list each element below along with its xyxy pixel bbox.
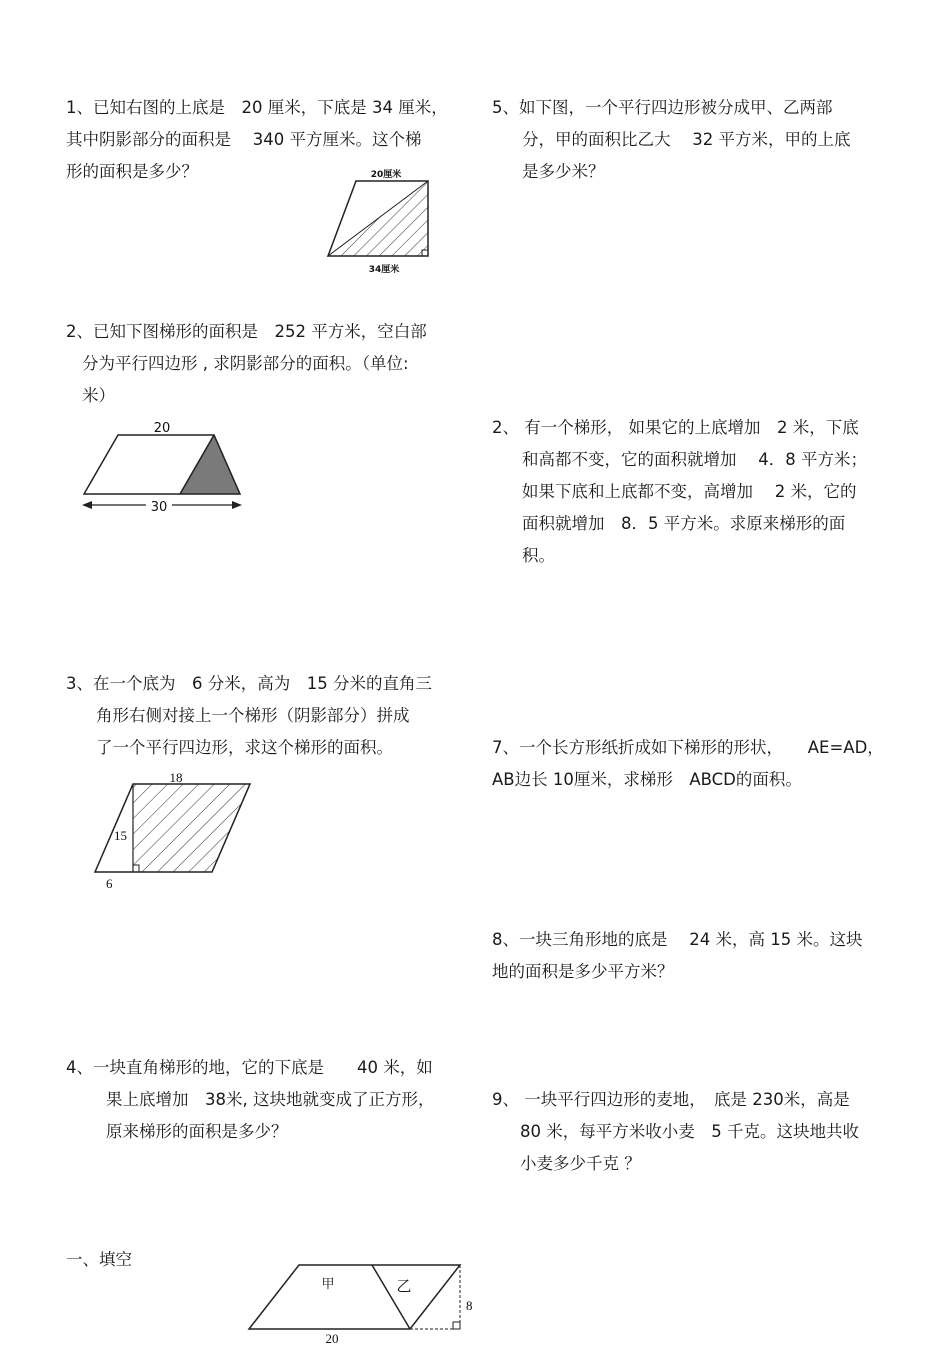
question-1-line-2: 其中阴影部分的面积是 340 平方厘米。这个梯 [66,130,422,149]
section-parallelogram-outline [249,1265,460,1329]
question-2-shaded-triangle [180,435,240,494]
question-2-line-2: 分为平行四边形 , 求阴影部分的面积。（单位: [82,354,409,373]
question-2b-line-4: 面积就增加 8．5 平方米。求原来梯形的面 [522,514,846,533]
question-4-line-1: 4、一块直角梯形的地，它的下底是 40 米，如 [66,1058,433,1077]
question-9-line-2: 80 米，每平方米收小麦 5 千克。这块地共收 [520,1122,859,1141]
question-4-line-2: 果上底增加 38米, 这块地就变成了正方形， [106,1090,435,1109]
question-3-line-1: 3、在一个底为 6 分米，高为 15 分米的直角三 [66,674,432,693]
question-1-line-1: 1、已知右图的上底是 20 厘米，下底是 34 厘米， [66,98,448,117]
section-title-text: 一、填空 [66,1250,132,1269]
question-3-shaded-trapezoid [133,784,250,872]
question-9-line-3: 小麦多少千克 ？ [520,1154,641,1173]
question-7-line-2: AB边长 10厘米，求梯形 ABCD的面积。 [492,770,802,789]
question-2-top-label: 20 [153,421,171,436]
question-3-base-label: 6 [106,876,113,891]
question-5-line-3: 是多少米？ [522,162,605,181]
section-right-region-label: 乙 [396,1277,412,1295]
question-7 [492,732,884,796]
question-3-line-3: 了一个平行四边形，求这个梯形的面积。 [96,738,393,757]
question-2-trapezoid-figure [78,414,248,516]
question-2-line-3: 米） [82,386,115,405]
question-2b-line-1: 2、 有一个梯形， 如果它的上底增加 2 米，下底 [492,418,859,437]
section-base-label: 20 [325,1331,339,1345]
question-1-shaded-triangle [328,181,428,256]
question-3-top-label: 18 [169,770,183,785]
section-right-angle-mark [453,1322,460,1329]
question-8 [492,924,862,988]
question-2b-line-2: 和高都不变，它的面积就增加 4．8 平方米； [522,450,867,469]
question-1-top-label: 20厘米 [370,170,402,180]
question-9 [492,1084,859,1180]
question-2-bottom-label: 30 [150,500,168,515]
question-4-line-3: 原来梯形的面积是多少？ [106,1122,288,1141]
question-8-line-1: 8、一块三角形地的底是 24 米，高 15 米。这块 [492,930,863,949]
question-5-line-1: 5、如下图，一个平行四边形被分成甲、乙两部 [492,98,833,117]
section-parallelogram-figure [244,1258,474,1345]
question-7-line-1: 7、一个长方形纸折成如下梯形的形状， AE=AD， [492,738,884,757]
question-3-height-label: 15 [114,828,127,843]
question-2-right-arrow-icon [232,501,242,509]
section-fill-in-title [66,1244,132,1276]
section-dividing-line [372,1265,410,1329]
question-9-line-1: 9、 一块平行四边形的麦地， 底是 230米，高是 [492,1090,850,1109]
question-4 [66,1052,435,1148]
question-3 [66,668,432,764]
question-1-line-3: 形的面积是多少？ [66,162,198,181]
section-left-region-label: 甲 [321,1277,335,1292]
question-2b-line-3: 如果下底和上底都不变，高增加 2 米，它的 [522,482,857,501]
question-8-line-2: 地的面积是多少平方米？ [492,962,674,981]
section-height-label: 8 [466,1298,473,1313]
question-2 [66,316,427,412]
question-3-parallelogram-figure [90,768,260,894]
question-5 [492,92,851,188]
question-2-left-arrow-icon [82,501,92,509]
question-2-line-1: 2、已知下图梯形的面积是 252 平方米，空白部 [66,322,427,341]
question-1-trapezoid-figure [318,164,438,280]
question-3-line-2: 角形右侧对接上一个梯形（阴影部分）拼成 [96,706,410,725]
question-5-line-2: 分，甲的面积比乙大 32 平方米，甲的上底 [522,130,851,149]
question-1-bottom-label: 34厘米 [368,265,400,275]
question-2b [492,412,867,572]
question-2b-line-5: 积。 [522,546,555,565]
